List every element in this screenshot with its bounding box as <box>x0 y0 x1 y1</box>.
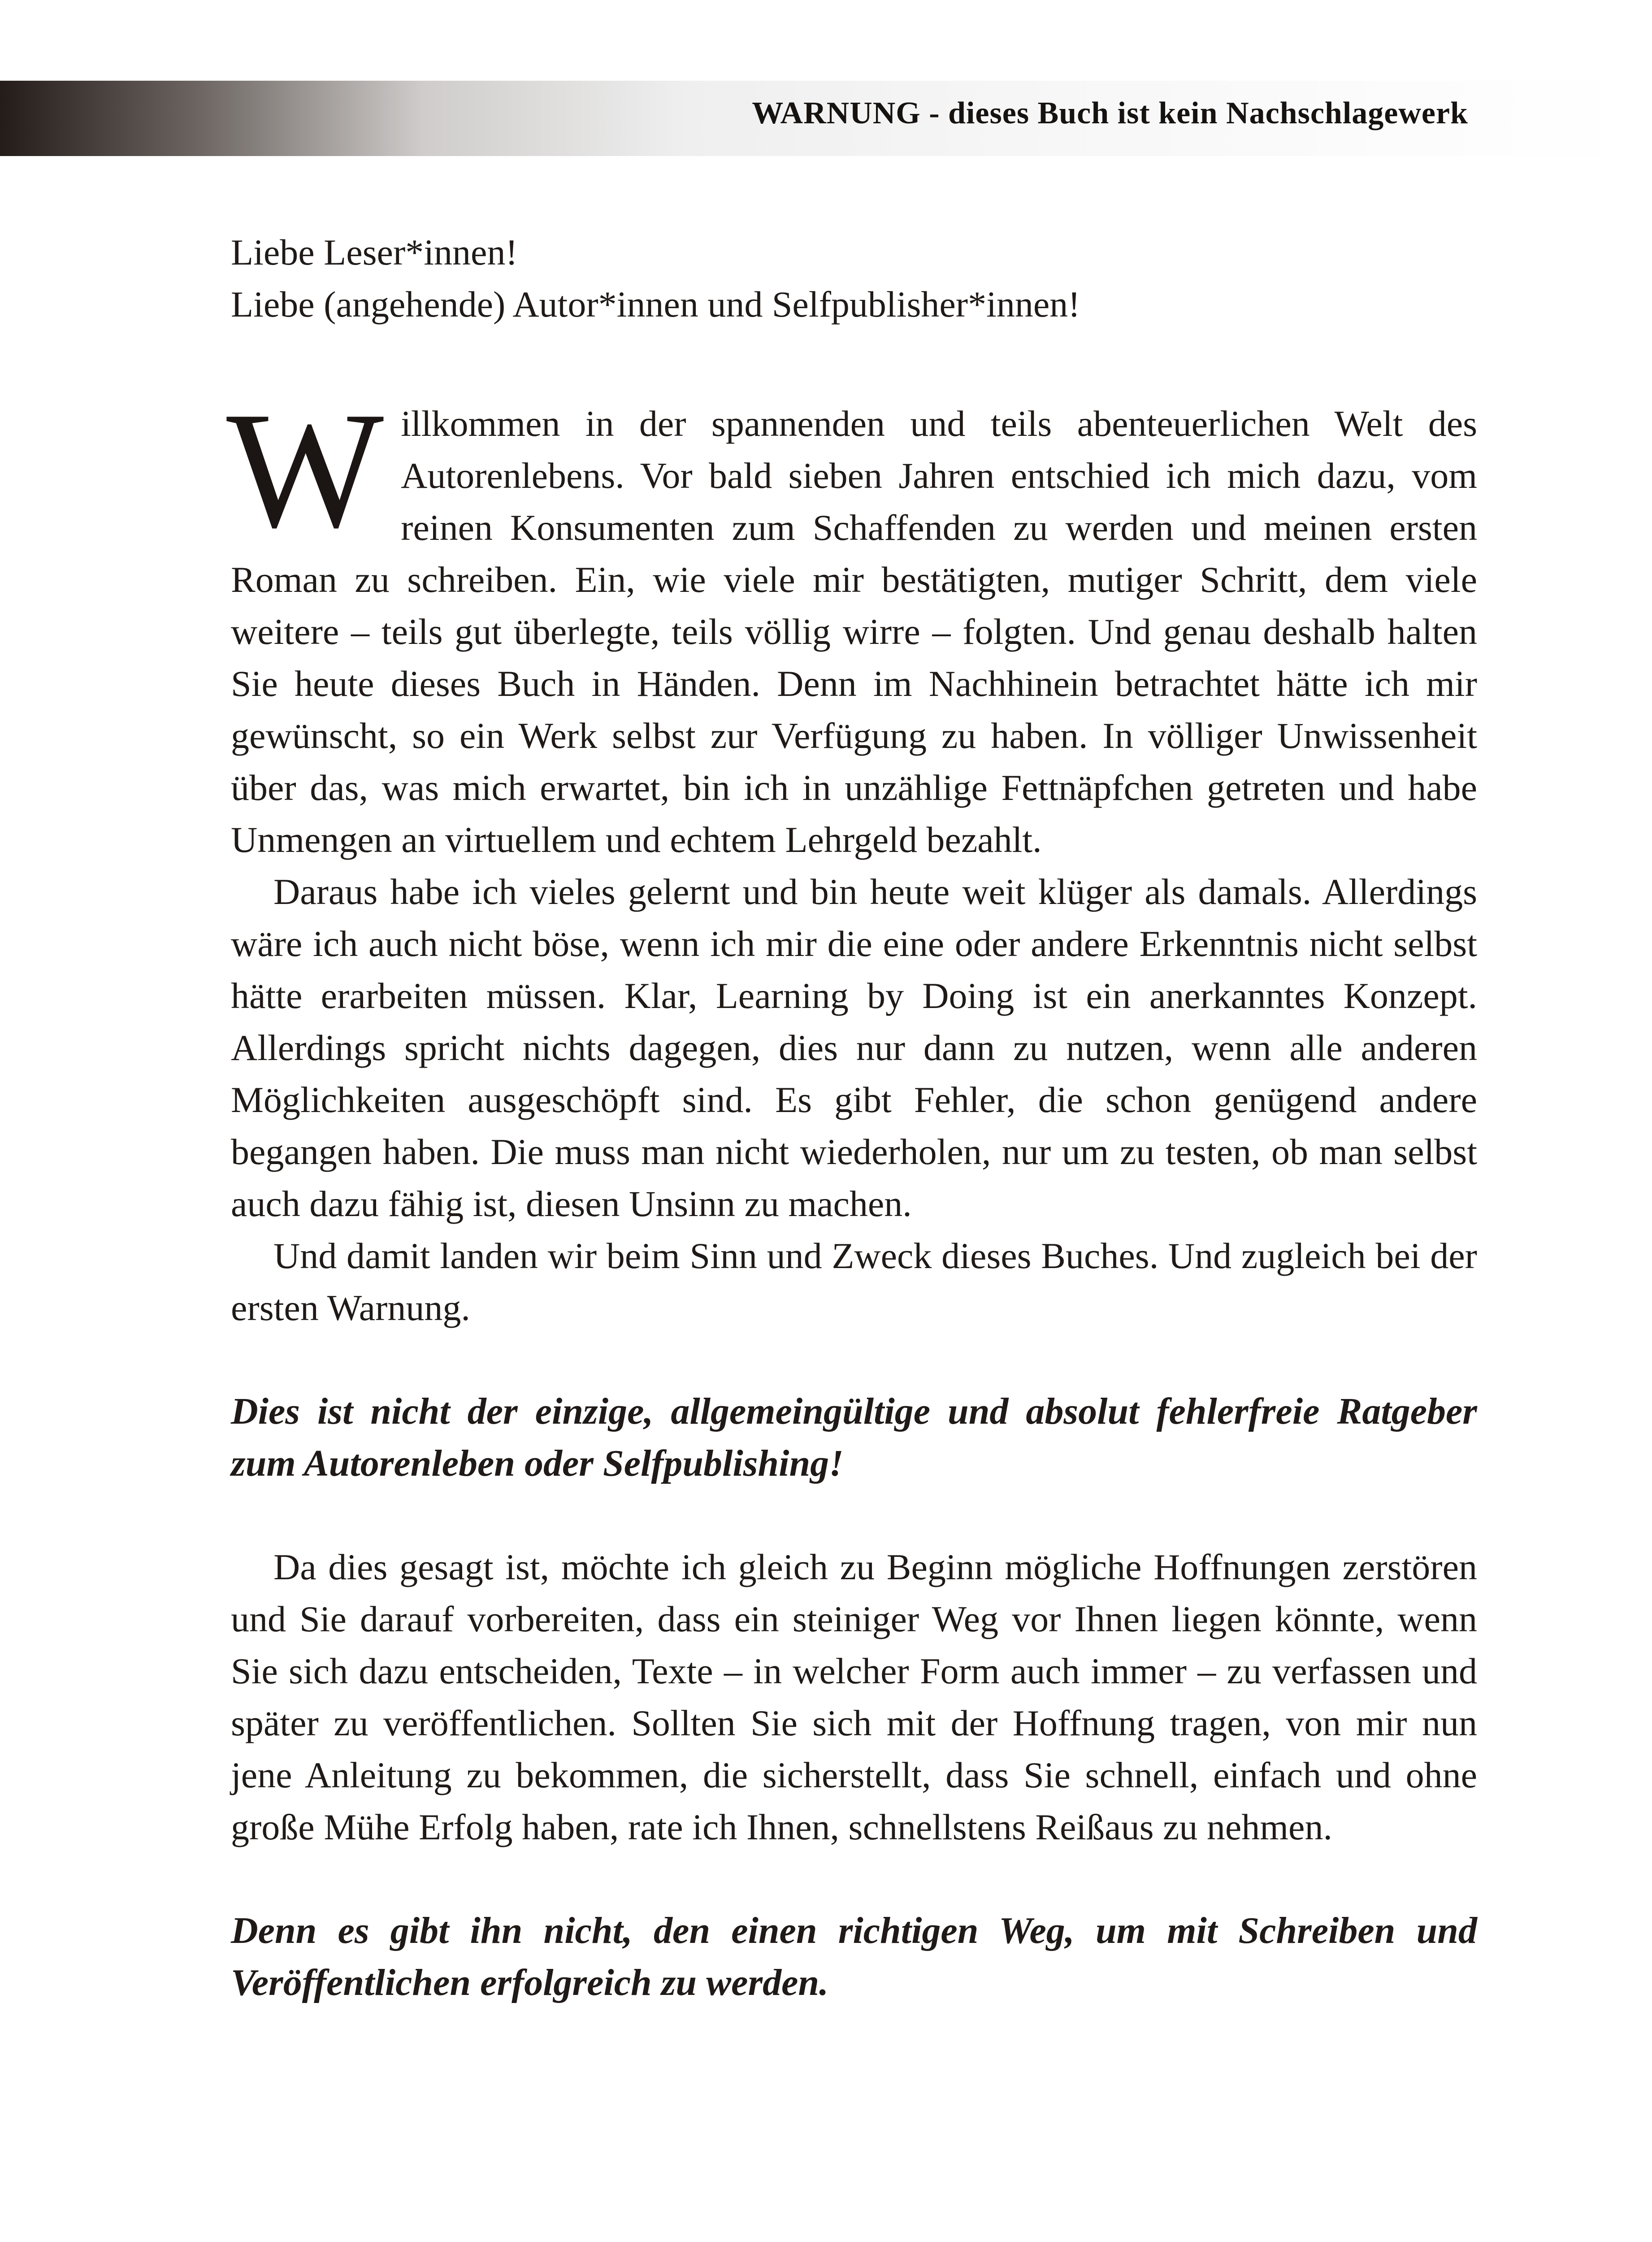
greeting-line-1: Liebe Leser*innen! <box>231 232 518 273</box>
running-head-title: WARNUNG - dieses Buch ist kein Nachschlagewerk <box>752 96 1468 130</box>
intro-paragraph <box>226 378 1477 866</box>
warning-statement-2: Denn es gibt ihn nicht, den einen richtigen Weg, um mit Schreiben und Veröffentlichen erfolgreich zu werden. <box>231 1910 1477 2003</box>
paragraph-2: Daraus habe ich vieles gelernt und bin heute weit klüger als damals. Allerdings wäre ich auch nicht böse, wenn ich mir die eine oder andere Erkenntnis nicht selbst hätte erarbeiten müssen. Klar, Learning by Doing ist ein anerkanntes Konzept. Allerdings spricht nichts dagegen, dies nur dann zu nutzen, wenn alle anderen Möglichkeiten ausgeschöpft sind. Es gibt Fehler, die schon genügend andere begangen haben. Die muss man nicht wiederholen, nur um zu testen, ob man selbst auch dazu fähig ist, diesen Unsinn zu machen. <box>231 871 1477 1224</box>
warning-statement-1: Dies ist nicht der einzige, allgemeingültige und absolut fehlerfreie Ratgeber zum Autorenleben oder Selfpublishing! <box>231 1390 1477 1484</box>
paragraph-4: Da dies gesagt ist, möchte ich gleich zu Beginn mögliche Hoffnungen zerstören und Sie darauf vorbereiten, dass ein steiniger Weg vor Ihnen liegen könnte, wenn Sie sich dazu entscheiden, Texte – in welcher Form auch immer – zu verfassen und später zu veröffentlichen. Sollten Sie sich mit der Hoffnung tragen, von mir nun jene Anleitung zu bekommen, die sicherstellt, dass Sie schnell, einfach und ohne große Mühe Erfolg haben, rate ich Ihnen, schnellstens Reißaus zu nehmen. <box>231 1547 1477 1847</box>
greeting-line-2: Liebe (angehende) Autor*innen und Selfpublisher*innen! <box>231 284 1080 325</box>
paragraph-3: Und damit landen wir beim Sinn und Zweck dieses Buches. Und zugleich bei der ersten Warnung. <box>231 1235 1477 1328</box>
intro-text: illkommen in der spannenden und teils abenteuerlichen Welt des Autorenlebens. Vor bald sieben Jahren entschied ich mich dazu, vom reinen Konsumenten zum Schaffenden zu werden und meinen ersten Roman zu schreiben. Ein, wie viele mir bestätigten, mutiger Schritt, dem viele weitere – teils gut überlegte, teils völlig wirre – folgten. Und genau deshalb halten Sie heute dieses Buch in Händen. Denn im Nachhinein betrachtet hätte ich mir gewünscht, so ein Werk selbst zur Verfügung zu haben. In völliger Unwissenheit über das, was mich erwartet, bin ich in unzählige Fettnäpfchen getreten und habe Unmengen an virtuellem und echtem Lehrgeld bezahlt. <box>231 403 1477 860</box>
salutation <box>231 226 1477 330</box>
drop-cap: W <box>226 378 384 562</box>
page-body <box>226 226 1477 2060</box>
